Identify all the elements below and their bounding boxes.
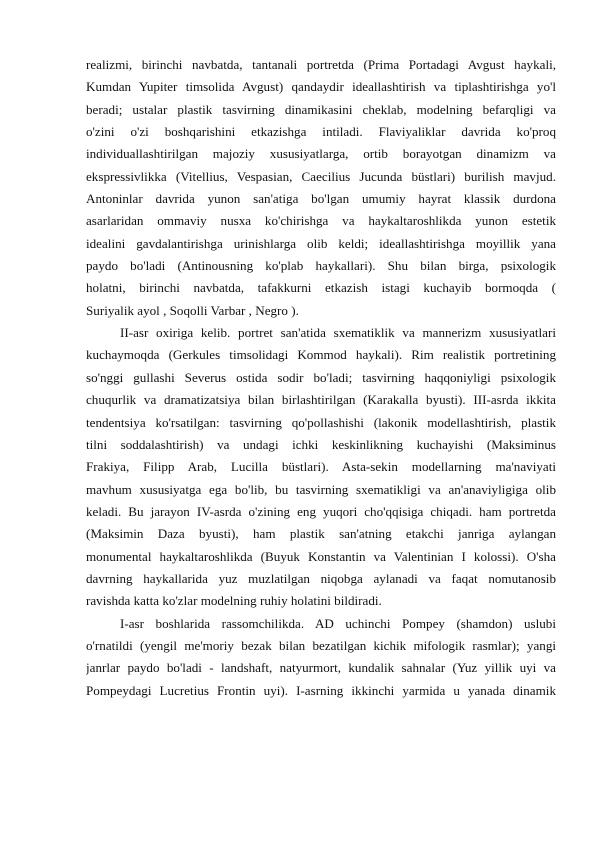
text-line: o'zini o'zi boshqarishini etkazishga intiladi. Flaviyaliklar davrida ko'proq [86,124,556,140]
text-line: Kumdan Yupiter timsolida Avgust) qandaydir ideallashtirish va tiplashtirishga yo'l [86,79,556,95]
text-line: so'nggi gullashi Severus ostida sodir bo'ladi; tasvirning haqqoniyligi psixologik [86,369,556,385]
text-line: II-asr oxiriga kelib. portret san'atida sxematiklik va mannerizm xususiyatlari [120,325,556,341]
text-line: holatni, birinchi navbatda, tafakkurni etkazish istagi kuchayib bormoqda ( [86,280,556,296]
paragraph [86,54,556,322]
paragraph [86,613,556,702]
text-line: paydo bo'ladi (Antinousning ko'plab haykallari). Shu bilan birga, psixologik [86,258,556,274]
text-line: I-asr boshlarida rassomchilikda. AD uchinchi Pompey (shamdon) uslubi [120,615,556,631]
text-line: Pompeydagi Lucretius Frontin uyi). I-asrning ikkinchi yarmida u yanada dinamik [86,682,556,698]
text-line: realizmi, birinchi navbatda, tantanali portretda (Prima Portadagi Avgust haykali, [86,57,556,72]
text-line: janrlar paydo bo'ladi - landshaft, natyurmort, kundalik sahnalar (Yuz yillik uyi va [86,660,556,676]
text-line: Antoninlar davrida yunon san'atiga bo'lgan umumiy hayrat klassik durdona [86,191,556,207]
text-line: individuallashtirilgan majoziy xususiyatlarga, ortib borayotgan dinamizm va [86,146,556,162]
document-page [86,54,556,702]
text-line: (Maksimin Daza byusti), ham plastik san'atning etakchi janriga aylangan [86,526,556,542]
text-line: tendentsiya ko'rsatilgan: tasvirning qo'pollashishi (lakonik modellashtirish, plastik [86,414,556,430]
text-line: Suriyalik ayol , Soqolli Varbar , Negro ). [86,302,299,318]
text-line: idealini gavdalantirishga urinishlarga olib keldi; ideallashtirishga moyillik yana [86,235,556,251]
text-line: o'rnatildi (yengil me'moriy bezak bilan bezatilgan kichik mifologik rasmlar); yangi [86,637,556,653]
text-line: kuchaymoqda (Gerkules timsolidagi Kommod haykali). Rim realistik portretining [86,347,556,363]
text-line: ravishda katta ko'zlar modelning ruhiy holatini bildiradi. [86,593,382,609]
text-line: mavhum xususiyatga ega bo'lib, bu tasvirning sxematikligi va an'anaviyligiga olib [86,481,556,497]
text-line: beradi; ustalar plastik tasvirning dinamikasini cheklab, modelning befarqligi va [86,101,556,117]
text-line: Frakiya, Filipp Arab, Lucilla büstlari). Asta-sekin modellarning ma'naviyati [86,459,556,475]
text-line: chuqurlik va dramatizatsiya bilan birlashtirilgan (Karakalla byusti). III-asrda ikkita [86,392,556,408]
text-line: keladi. Bu jarayon IV-asrda o'zining eng yuqori cho'qqisiga chiqadi. ham portretda [86,503,556,519]
text-line: monumental haykaltaroshlikda (Buyuk Konstantin va Valentinian I kolossi). O'sha [86,548,556,564]
text-line: davrning haykallarida yuz muzlatilgan niqobga aylanadi va faqat nomutanosib [86,570,556,586]
text-line: ekspressivlikka (Vitellius, Vespasian, Caecilius Jucunda büstlari) burilish mavjud. [86,168,556,184]
text-line: asarlaridan ommaviy nusxa ko'chirishga va haykaltaroshlikda yunon estetik [86,213,556,229]
text-line: tilni soddalashtirish) va undagi ichki keskinlikning kuchayishi (Maksiminus [86,436,556,452]
paragraph [86,322,556,612]
